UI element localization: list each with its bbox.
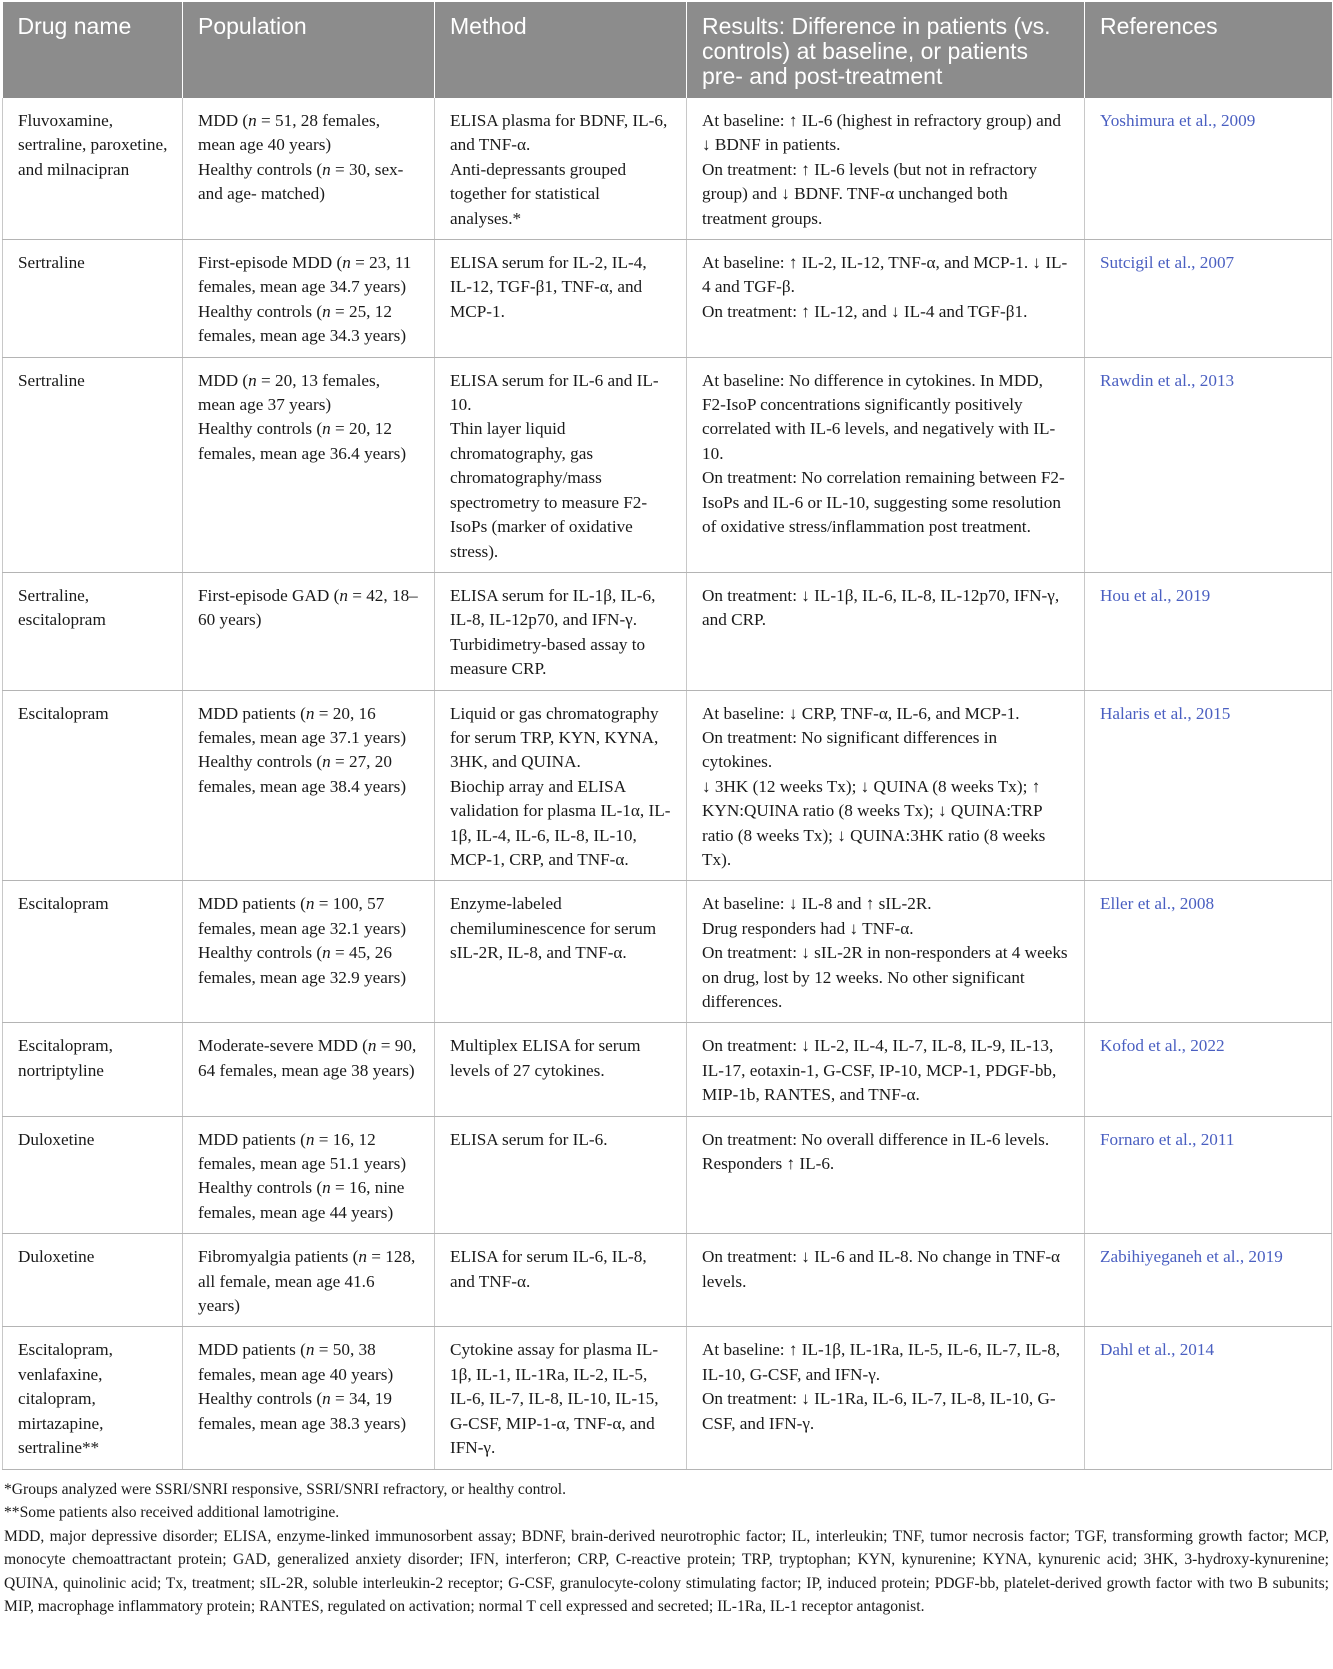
- population-cell: [183, 1327, 435, 1469]
- method-cell-line: ELISA serum for IL-6.: [450, 1129, 608, 1149]
- method-cell: [435, 240, 687, 358]
- method-cell: [435, 690, 687, 881]
- results-cell: [687, 1327, 1085, 1469]
- method-cell: [435, 1116, 687, 1234]
- method-cell-line: ELISA for serum IL-6, IL-8, and TNF-α.: [450, 1247, 647, 1291]
- results-cell: [687, 1023, 1085, 1116]
- results-cell: [687, 98, 1085, 240]
- population-cell-line: First-episode GAD (n = 42, 18–60 years): [198, 585, 418, 630]
- results-cell-line: On treatment: No correlation remaining between F2-IsoPs and IL-6 or IL-10, suggesting some resolution of oxidative stress/inflammation post treatment.: [702, 468, 1065, 537]
- method-cell-line: Multiplex ELISA for serum levels of 27 cytokines.: [450, 1036, 641, 1080]
- reference-link[interactable]: Fornaro et al., 2011: [1085, 1116, 1332, 1234]
- reference-link[interactable]: Yoshimura et al., 2009: [1085, 98, 1332, 240]
- results-cell-line: At baseline: ↓ CRP, TNF-α, IL-6, and MCP-1.: [702, 703, 1020, 723]
- results-cell-line: At baseline: ↓ IL-8 and ↑ sIL-2R.: [702, 894, 932, 914]
- header-results: Results: Difference in patients (vs. controls) at baseline, or patients pre- and post-treatment: [687, 2, 1085, 98]
- method-cell-line: ELISA serum for IL-2, IL-4, IL-12, TGF-β1, TNF-α, and MCP-1.: [450, 253, 647, 321]
- drug-name-cell: Sertraline: [3, 240, 183, 358]
- population-cell: [183, 572, 435, 690]
- table-row: [3, 98, 1332, 240]
- reference-link[interactable]: Kofod et al., 2022: [1085, 1023, 1332, 1116]
- population-cell-line: MDD patients (n = 100, 57 females, mean age 32.1 years): [198, 894, 407, 938]
- population-cell-line: Healthy controls (n = 34, 19 females, mean age 38.3 years): [198, 1389, 407, 1433]
- results-cell-line: On treatment: No overall difference in IL-6 levels.: [702, 1129, 1050, 1149]
- header-row: [3, 2, 1332, 98]
- population-cell: [183, 1234, 435, 1327]
- results-cell-line: On treatment: ↑ IL-12, and ↓ IL-4 and TGF-β1.: [702, 301, 1028, 321]
- reference-link[interactable]: Dahl et al., 2014: [1085, 1327, 1332, 1469]
- results-cell-line: On treatment: ↓ IL-2, IL-4, IL-7, IL-8, IL-9, IL-13, IL-17, eotaxin-1, G-CSF, IP-10, MCP-1, PDGF-bb, MIP-1b, RANTES, and TNF-α.: [702, 1036, 1057, 1105]
- population-cell-line: Fibromyalgia patients (n = 128, all female, mean age 41.6 years): [198, 1247, 416, 1316]
- method-cell: [435, 1023, 687, 1116]
- population-cell-line: MDD (n = 20, 13 females, mean age 37 years): [198, 370, 381, 415]
- drug-name-cell: Duloxetine: [3, 1234, 183, 1327]
- footnote: MDD, major depressive disorder; ELISA, enzyme-linked immunosorbent assay; BDNF, brain-derived neurotrophic factor; IL, interleukin; TNF, tumor necrosis factor; TGF, transforming growth factor; MCP, monocyte chemoattractant protein; GAD, generalized anxiety disorder; IFN, interferon; CRP, C-reactive protein; TRP, tryptophan; KYN, kynurenine; KYNA, kynurenic acid; 3HK, 3-hydroxy-kynurenine; QUINA, quinolinic acid; Tx, treatment; sIL-2R, soluble interleukin-2 receptor; G-CSF, granulocyte-colony stimulating factor; IP, induced protein; PDGF-bb, platelet-derived growth factor with two B subunits; MIP, macrophage inflammatory protein; RANTES, regulated on activation; normal T cell expressed and secreted; IL-1Ra, IL-1 receptor antagonist.: [4, 1527, 1329, 1615]
- population-cell-line: First-episode MDD (n = 23, 11 females, mean age 34.7 years): [198, 253, 412, 297]
- results-cell-line: At baseline: ↑ IL-1β, IL-1Ra, IL-5, IL-6, IL-7, IL-8, IL-10, G-CSF, and IFN-γ.: [702, 1340, 1061, 1384]
- method-cell-line: ELISA plasma for BDNF, IL-6, and TNF-α.: [450, 111, 668, 155]
- population-cell-line: Healthy controls (n = 25, 12 females, mean age 34.3 years): [198, 301, 407, 346]
- header-drug-name: Drug name: [3, 2, 183, 98]
- results-cell: [687, 690, 1085, 881]
- reference-link[interactable]: Hou et al., 2019: [1085, 572, 1332, 690]
- results-cell: [687, 572, 1085, 690]
- method-cell: [435, 572, 687, 690]
- table-row: [3, 690, 1332, 881]
- table-row: [3, 240, 1332, 358]
- population-cell-line: Healthy controls (n = 20, 12 females, mean age 36.4 years): [198, 419, 407, 463]
- table-row: [3, 1234, 1332, 1327]
- method-cell-line: Thin layer liquid chromatography, gas chromatography/mass spectrometry to measure F2-IsoPs (marker of oxidative stress).: [450, 419, 648, 561]
- table-row: [3, 357, 1332, 572]
- population-cell-line: MDD (n = 51, 28 females, mean age 40 years): [198, 111, 381, 155]
- results-cell: [687, 357, 1085, 572]
- method-cell: [435, 881, 687, 1023]
- population-cell-line: Healthy controls (n = 16, nine females, mean age 44 years): [198, 1178, 405, 1222]
- drug-name-cell: Escitalopram, venlafaxine, citalopram, mirtazapine, sertraline**: [3, 1327, 183, 1469]
- footnote: *Groups analyzed were SSRI/SNRI responsive, SSRI/SNRI refractory, or healthy control.: [4, 1480, 566, 1498]
- population-cell: [183, 357, 435, 572]
- population-cell: [183, 1116, 435, 1234]
- results-cell-line: On treatment: ↓ sIL-2R in non-responders at 4 weeks on drug, lost by 12 weeks. No other significant differences.: [702, 943, 1068, 1011]
- table-footnotes: [2, 1470, 1331, 1619]
- method-cell: [435, 357, 687, 572]
- header-population: Population: [183, 2, 435, 98]
- results-cell-line: At baseline: ↑ IL-2, IL-12, TNF-α, and MCP-1. ↓ IL-4 and TGF-β.: [702, 253, 1068, 297]
- table-row: [3, 1327, 1332, 1469]
- table-row: [3, 1116, 1332, 1234]
- drug-name-cell: Duloxetine: [3, 1116, 183, 1234]
- table-body: [3, 98, 1332, 1469]
- results-cell: [687, 1234, 1085, 1327]
- population-cell: [183, 1023, 435, 1116]
- results-cell-line: Drug responders had ↓ TNF-α.: [702, 918, 914, 938]
- results-cell-line: ↓ 3HK (12 weeks Tx); ↓ QUINA (8 weeks Tx); ↑ KYN:QUINA ratio (8 weeks Tx); ↓ QUINA:TRP ratio (8 weeks Tx); ↓ QUINA:3HK ratio (8 weeks Tx).: [702, 776, 1046, 869]
- results-cell-line: At baseline: ↑ IL-6 (highest in refractory group) and ↓ BDNF in patients.: [702, 111, 1061, 155]
- footnote: **Some patients also received additional lamotrigine.: [4, 1504, 340, 1521]
- results-cell-line: On treatment: No significant differences in cytokines.: [702, 727, 998, 772]
- header-references: References: [1085, 2, 1332, 98]
- population-cell: [183, 881, 435, 1023]
- method-cell-line: Biochip array and ELISA validation for plasma IL-1α, IL-1β, IL-4, IL-6, IL-8, IL-10, MCP-1, CRP, and TNF-α.: [450, 776, 671, 869]
- population-cell-line: MDD patients (n = 20, 16 females, mean age 37.1 years): [198, 703, 407, 747]
- method-cell-line: Liquid or gas chromatography for serum TRP, KYN, KYNA, 3HK, and QUINA.: [450, 703, 659, 772]
- drug-name-cell: Fluvoxamine, sertraline, paroxetine, and milnacipran: [3, 98, 183, 240]
- table-row: [3, 881, 1332, 1023]
- results-cell: [687, 1116, 1085, 1234]
- reference-link[interactable]: Rawdin et al., 2013: [1085, 357, 1332, 572]
- table-row: [3, 1023, 1332, 1116]
- header-method: Method: [435, 2, 687, 98]
- population-cell-line: Moderate-severe MDD (n = 90, 64 females, mean age 38 years): [198, 1036, 417, 1080]
- drug-name-cell: Escitalopram, nortriptyline: [3, 1023, 183, 1116]
- population-cell-line: Healthy controls (n = 45, 26 females, mean age 32.9 years): [198, 943, 407, 987]
- table-row: [3, 572, 1332, 690]
- drug-name-cell: Sertraline: [3, 357, 183, 572]
- reference-link[interactable]: Zabihiyeganeh et al., 2019: [1085, 1234, 1332, 1327]
- population-cell-line: MDD patients (n = 16, 12 females, mean age 51.1 years): [198, 1129, 407, 1174]
- reference-link[interactable]: Eller et al., 2008: [1085, 881, 1332, 1023]
- method-cell: [435, 98, 687, 240]
- method-cell-line: Cytokine assay for plasma IL-1β, IL-1, IL-1Ra, IL-2, IL-5, IL-6, IL-7, IL-8, IL-10, IL-15, G-CSF, MIP-1-α, TNF-α, and IFN-γ.: [450, 1340, 659, 1458]
- reference-link[interactable]: Halaris et al., 2015: [1085, 690, 1332, 881]
- method-cell-line: Turbidimetry-based assay to measure CRP.: [450, 634, 646, 679]
- results-cell-line: On treatment: ↓ IL-1Ra, IL-6, IL-7, IL-8, IL-10, G-CSF, and IFN-γ.: [702, 1389, 1056, 1433]
- data-table: [2, 2, 1332, 1470]
- population-cell: [183, 98, 435, 240]
- results-cell-line: On treatment: ↑ IL-6 levels (but not in refractory group) and ↓ BDNF. TNF-α unchanged both treatment groups.: [702, 159, 1038, 228]
- population-cell: [183, 240, 435, 358]
- results-cell-line: On treatment: ↓ IL-1β, IL-6, IL-8, IL-12p70, IFN-γ, and CRP.: [702, 585, 1060, 630]
- drug-name-cell: Escitalopram: [3, 881, 183, 1023]
- document: [2, 2, 1331, 1619]
- method-cell: [435, 1234, 687, 1327]
- population-cell: [183, 690, 435, 881]
- drug-name-cell: Escitalopram: [3, 690, 183, 881]
- population-cell-line: Healthy controls (n = 27, 20 females, mean age 38.4 years): [198, 752, 407, 796]
- method-cell-line: Enzyme-labeled chemiluminescence for serum sIL-2R, IL-8, and TNF-α.: [450, 894, 657, 963]
- population-cell-line: Healthy controls (n = 30, sex- and age- matched): [198, 159, 404, 204]
- method-cell-line: ELISA serum for IL-1β, IL-6, IL-8, IL-12p70, and IFN-γ.: [450, 585, 656, 630]
- population-cell-line: MDD patients (n = 50, 38 females, mean age 40 years): [198, 1340, 394, 1384]
- drug-name-cell: Sertraline, escitalopram: [3, 572, 183, 690]
- method-cell-line: ELISA serum for IL-6 and IL-10.: [450, 370, 659, 415]
- results-cell: [687, 881, 1085, 1023]
- results-cell-line: On treatment: ↓ IL-6 and IL-8. No change in TNF-α levels.: [702, 1247, 1061, 1291]
- results-cell-line: Responders ↑ IL-6.: [702, 1154, 835, 1174]
- reference-link[interactable]: Sutcigil et al., 2007: [1085, 240, 1332, 358]
- results-cell: [687, 240, 1085, 358]
- method-cell: [435, 1327, 687, 1469]
- results-cell-line: At baseline: No difference in cytokines. In MDD, F2-IsoP concentrations significantly positively correlated with IL-6 levels, and negatively with IL-10.: [702, 370, 1056, 463]
- method-cell-line: Anti-depressants grouped together for statistical analyses.*: [450, 159, 627, 228]
